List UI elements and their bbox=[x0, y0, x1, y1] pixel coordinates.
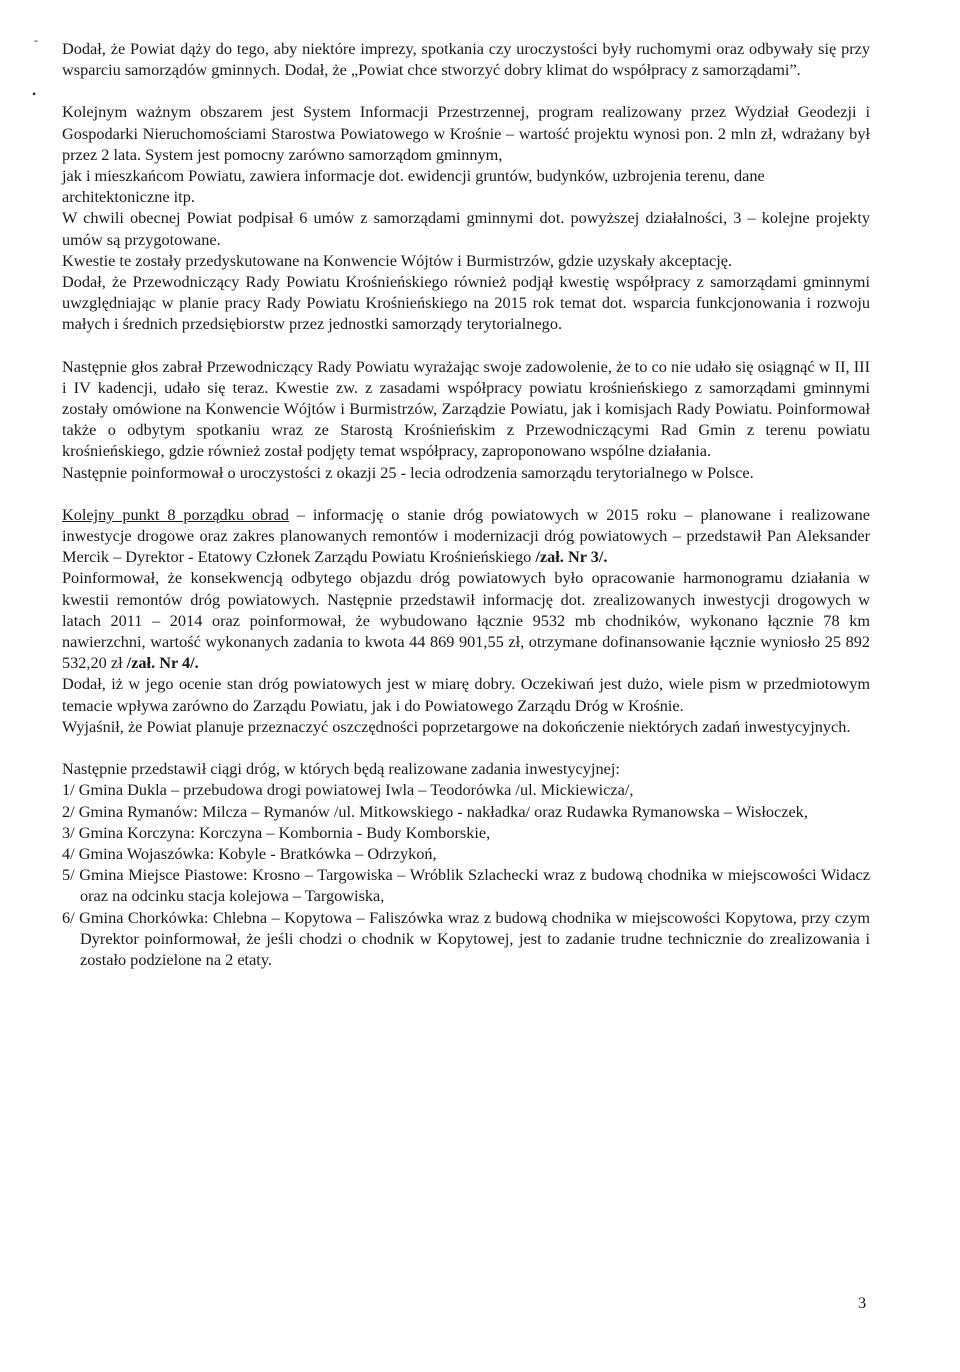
paragraph: jak i mieszkańcom Powiatu, zawiera informacje dot. ewidencji gruntów, budynków, uzbrojenia terenu, dane architektoniczne itp. bbox=[62, 166, 765, 207]
paragraph bbox=[62, 567, 870, 673]
paragraph: Następnie głos zabrał Przewodniczący Rady Powiatu wyrażając swoje zadowolenie, że to co nie udało się osiągnąć w II, III i IV kadencji, udało się teraz. Kwestie zw. z zasadami współpracy powiatu krośnieńskiego z samorządami gminnymi zostały omówione na Konwencie Wójtów i Burmistrzów, Zarządzie Powiatu, jak i komisjach Rady Powiatu. Poinformował także o odbytym spotkaniu wraz ze Starostą Krośnieńskim z Przewodniczącymi Rad Gmin z terenu powiatu krośnieńskiego, gdzie również został podjęty temat współpracy, zaproponowano wspólne działania. bbox=[62, 356, 870, 461]
list-item: 2/ Gmina Rymanów: Milcza – Rymanów /ul. Mitkowskiego - nakładka/ oraz Rudawka Rymanowska – Wisłoczek, bbox=[62, 801, 808, 821]
paragraph: W chwili obecnej Powiat podpisał 6 umów z samorządami gminnymi dot. powyższej działalności, 3 – kolejne projekty umów są przygotowane. bbox=[62, 208, 870, 249]
attachment-ref: /zał. Nr 4/. bbox=[126, 653, 199, 673]
list-item: 1/ Gmina Dukla – przebudowa drogi powiatowej Iwla – Teodorówka /ul. Mickiewicza/, bbox=[62, 780, 634, 800]
paragraph: Kwestie te zostały przedyskutowane na Konwencie Wójtów i Burmistrzów, gdzie uzyskały akceptację. bbox=[62, 250, 733, 270]
attachment-ref: /zał. Nr 3/. bbox=[535, 547, 608, 567]
paragraph-text: Poinformował, że konsekwencją odbytego objazdu dróg powiatowych było opracowanie harmonogramu działania w kwestii remontów dróg powiatowych. Następnie przedstawił informację dot. zrealizowanych inwestycji drogowych w latach 2011 – 2014 oraz poinformował, że wybudowano łącznie 9532 mb chodników, wykonano łącznie 78 km nawierzchni, wartość wykonanych zadania to kwota 44 869 901,55 zł, otrzymane dofinansowanie łącznie wyniosło 25 892 532,20 zł bbox=[62, 568, 870, 673]
scan-speck: • bbox=[32, 87, 37, 101]
list-item: 3/ Gmina Korczyna: Korczyna – Kombornia - Budy Komborskie, bbox=[62, 822, 491, 842]
paragraph: Wyjaśnił, że Powiat planuje przeznaczyć oszczędności poprzetargowe na dokończenie niektórych zadań inwestycyjnych. bbox=[62, 716, 851, 736]
paragraph: Kolejnym ważnym obszarem jest System Informacji Przestrzennej, program realizowany przez Wydział Geodezji i Gospodarki Nieruchomościami Starostwa Powiatowego w Krośnie – wartość projektu wynosi pon. 2 mln zł, wdrażany był przez 2 lata. System jest pomocny zarówno samorządom gminnym, bbox=[62, 102, 870, 164]
paragraph-agenda-point-8 bbox=[62, 504, 870, 568]
paragraph: Następnie poinformował o uroczystości z okazji 25 - lecia odrodzenia samorządu terytorialnego w Polsce. bbox=[62, 462, 754, 482]
list-item: 4/ Gmina Wojaszówka: Kobyle - Bratkówka – Odrzykoń, bbox=[62, 843, 437, 863]
paragraph: Dodał, że Przewodniczący Rady Powiatu Krośnieńskiego również podjął kwestię współpracy z samorządami gminnymi uwzględniając w planie pracy Rady Powiatu Krośnieńskiego na 2015 rok temat dot. wsparcia funkcjonowania i rozwoju małych i średnich przedsiębiorstw przez jednostki samorządy terytorialnego. bbox=[62, 272, 870, 334]
scan-speck: - bbox=[34, 33, 38, 47]
list-item: 6/ Gmina Chorkówka: Chlebna – Kopytowa – Faliszówka wraz z budową chodnika w miejscowości Kopytowa, przy czym Dyrektor poinformował, że jeśli chodzi o chodnik w Kopytowej, jest to zadanie trudne technicznie do zrealizowania i zostało podzielone na 2 etaty. bbox=[62, 907, 870, 969]
paragraph-text: – informację o stanie dróg powiatowych w 2015 roku – planowane i realizowane inwestycje drogowe oraz zakres planowanych remontów i modernizacji dróg powiatowych – przedstawił Pan Aleksander Mercik – Dyrektor - Etatowy Członek Zarządu Powiatu Krośnieńskiego bbox=[62, 504, 870, 567]
page-number: 3 bbox=[858, 1293, 867, 1312]
paragraph: Następnie przedstawił ciągi dróg, w których będą realizowane zadania inwestycyjnej: bbox=[62, 759, 620, 779]
paragraph: Dodał, iż w jego ocenie stan dróg powiatowych jest w miarę dobry. Oczekiwań jest dużo, wiele pism w przedmiotowym temacie wpływa zarówno do Zarządu Powiatu, jak i do Powiatowego Zarządu Dróg w Krośnie. bbox=[62, 674, 870, 715]
agenda-point-heading: Kolejny punkt 8 porządku obrad bbox=[62, 504, 289, 524]
list-item: 5/ Gmina Miejsce Piastowe: Krosno – Targowiska – Wróblik Szlachecki wraz z budową chodnika w miejscowości Widacz oraz na odcinku stacja kolejowa – Targowiska, bbox=[62, 865, 870, 906]
document-body bbox=[62, 38, 870, 970]
paragraph: Dodał, że Powiat dąży do tego, aby niektóre imprezy, spotkania czy uroczystości były ruchomymi oraz odbywały się przy wsparciu samorządów gminnych. Dodał, że „Powiat chce stworzyć dobry klimat do współpracy z samorządami”. bbox=[62, 39, 870, 80]
